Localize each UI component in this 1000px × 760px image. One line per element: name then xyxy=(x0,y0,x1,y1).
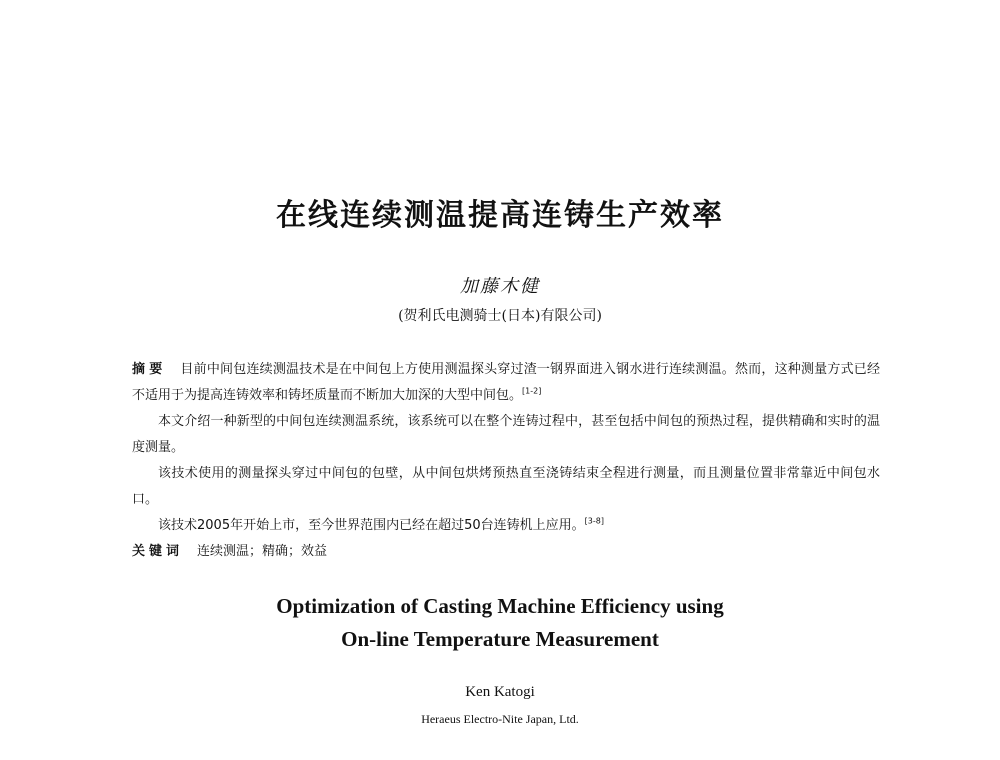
english-affiliation: Heraeus Electro-Nite Japan, Ltd. xyxy=(421,712,579,726)
abstract-text-1: 目前中间包连续测温技术是在中间包上方使用测温探头穿过渣一钢界面进入钢水进行连续测温。然而，这种测量方式已经不适用于为提高连铸效率和铸坯质量而不断加大加深的大型中间包。 xyxy=(132,362,880,403)
citation-ref: [1-2] xyxy=(522,386,542,396)
english-title-line-1: Optimization of Casting Machine Efficiency using xyxy=(276,594,724,618)
keywords-value: 连续测温；精确；效益 xyxy=(197,544,328,559)
english-title xyxy=(0,590,1000,656)
abstract-paragraph-3: 该技术使用的测量探头穿过中间包的包壁，从中间包烘烤预热直至浇铸结束全程进行测量，而且测量位置非常靠近中间包水口。 xyxy=(132,466,880,507)
english-title-line-2: On-line Temperature Measurement xyxy=(341,627,659,651)
abstract-label: 摘要 xyxy=(132,362,167,377)
chinese-title: 在线连续测温提高连铸生产效率 xyxy=(276,198,724,233)
abstract-text-4: 该技术2005年开始上市，至今世界范围内已经在超过50台连铸机上应用。 xyxy=(158,518,585,533)
abstract-paragraph-1 xyxy=(132,357,880,409)
abstract xyxy=(132,357,880,565)
keywords xyxy=(132,539,880,565)
chinese-author: 加藤木健 xyxy=(460,276,540,297)
chinese-affiliation: (贺利氏电测骑士(日本)有限公司) xyxy=(398,308,602,324)
citation-ref: [3-8] xyxy=(584,516,604,526)
abstract-paragraph-4 xyxy=(132,513,880,539)
english-author: Ken Katogi xyxy=(465,684,535,700)
keywords-label: 关键词 xyxy=(132,544,184,559)
abstract-paragraph-2: 本文介绍一种新型的中间包连续测温系统，该系统可以在整个连铸过程中，甚至包括中间包的预热过程，提供精确和实时的温度测量。 xyxy=(132,414,880,455)
